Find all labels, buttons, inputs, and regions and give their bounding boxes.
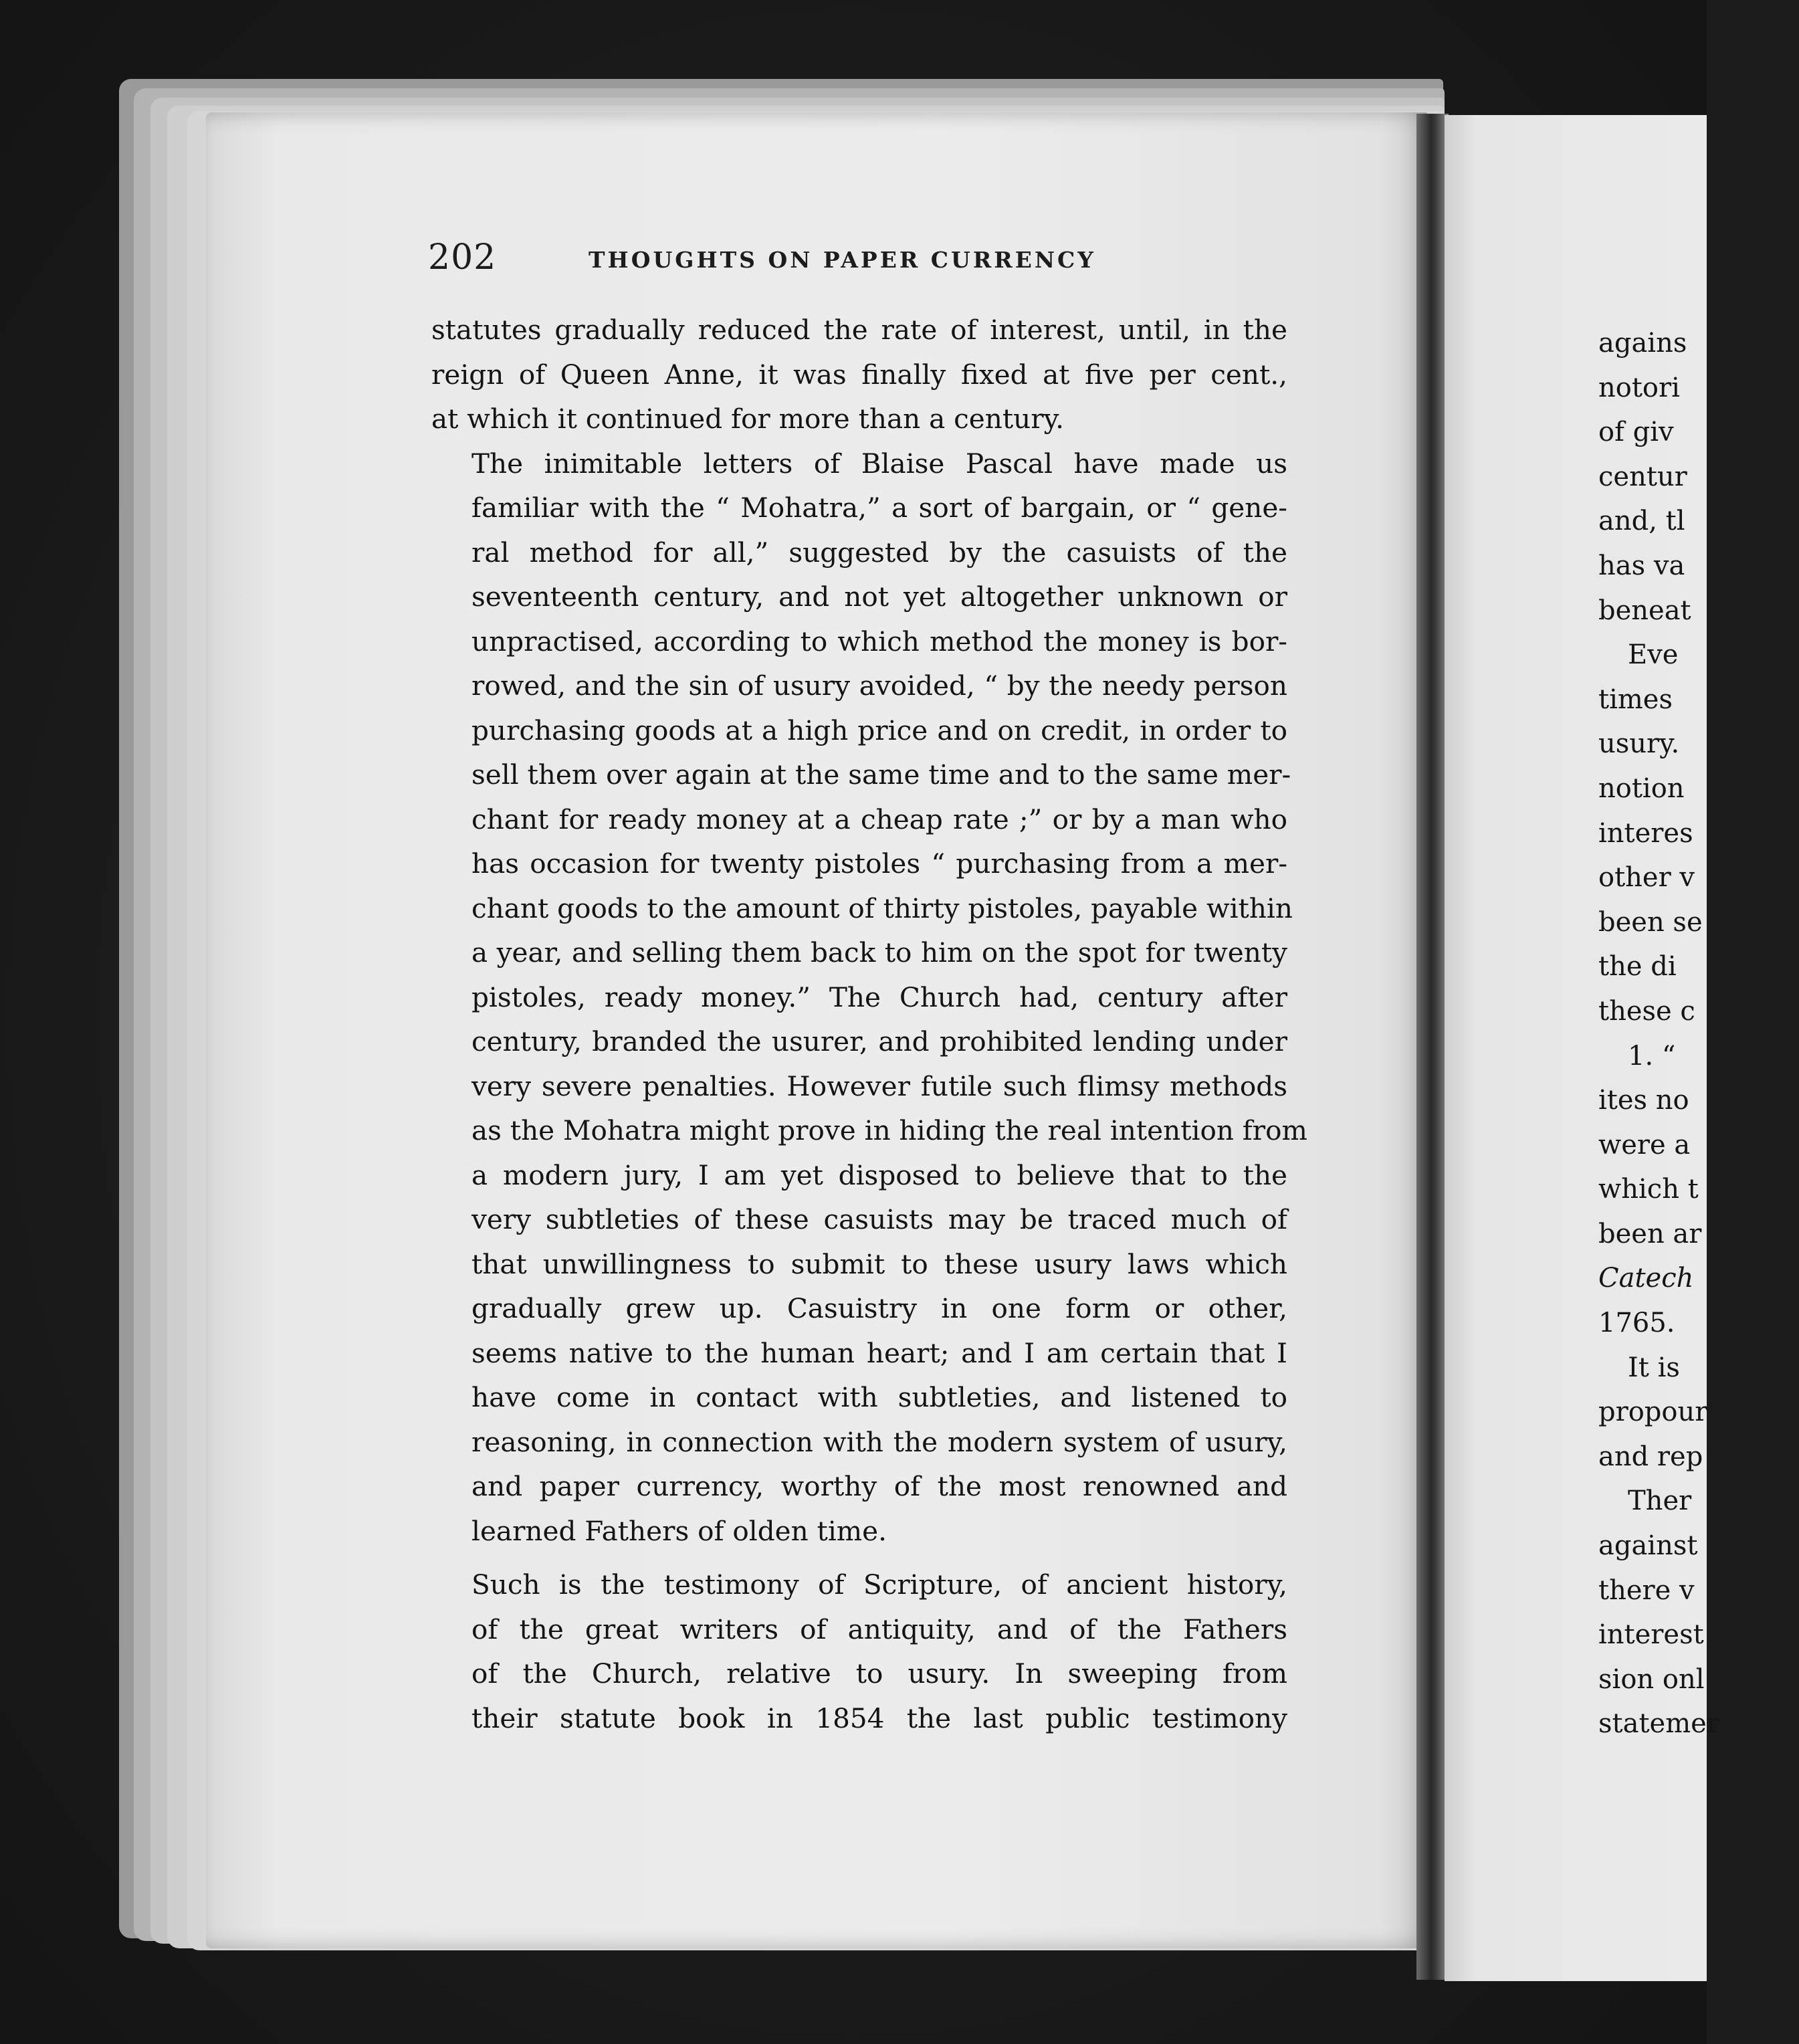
text-line: seventeenth century, and not yet altogether unknown or bbox=[471, 581, 1287, 613]
facing-page-text bbox=[1598, 321, 1799, 1746]
text-line: chant for ready money at a cheap rate ;” or by a man who bbox=[471, 803, 1287, 835]
facing-line: interes bbox=[1598, 817, 1693, 849]
text-line: has occasion for twenty pistoles “ purchasing from a mer- bbox=[471, 847, 1287, 880]
text-line: of the great writers of antiquity, and of the Fathers bbox=[471, 1613, 1287, 1645]
text-line: sell them over again at the same time and to the same mer- bbox=[471, 758, 1291, 791]
facing-line: times bbox=[1598, 684, 1673, 715]
facing-line: these c bbox=[1598, 995, 1695, 1027]
facing-line: has va bbox=[1598, 550, 1685, 581]
text-line: learned Fathers of olden time. bbox=[471, 1514, 887, 1547]
text-line: at which it continued for more than a century. bbox=[431, 403, 1064, 435]
text-line: as the Mohatra might prove in hiding the real intention from bbox=[471, 1114, 1307, 1146]
text-line: reign of Queen Anne, it was finally fixed at five per cent., bbox=[431, 358, 1287, 391]
text-line: have come in contact with subtleties, and listened to bbox=[471, 1381, 1287, 1413]
text-line: rowed, and the sin of usury avoided, “ by the needy person bbox=[471, 670, 1287, 702]
facing-line: Catech bbox=[1598, 1263, 1694, 1294]
text-line: unpractised, according to which method the money is bor- bbox=[471, 625, 1287, 657]
facing-line: 1. “ bbox=[1628, 1040, 1676, 1071]
page-number: 202 bbox=[428, 237, 497, 278]
facing-line: notori bbox=[1598, 372, 1680, 403]
text-line: their statute book in 1854 the last public testimony bbox=[471, 1702, 1287, 1734]
paragraph-2 bbox=[431, 441, 1307, 1554]
text-line: century, branded the usurer, and prohibited lending under bbox=[471, 1025, 1287, 1057]
text-line: familiar with the “ Mohatra,” a sort of bargain, or “ gene- bbox=[471, 492, 1287, 524]
text-line: Such is the testimony of Scripture, of ancient history, bbox=[471, 1568, 1287, 1601]
facing-line: which t bbox=[1598, 1174, 1699, 1205]
facing-line: agains bbox=[1598, 328, 1687, 359]
text-line: gradually grew up. Casuistry in one form or other, bbox=[471, 1292, 1287, 1324]
facing-line: there v bbox=[1598, 1574, 1695, 1606]
text-line: reasoning, in connection with the modern system of usury, bbox=[471, 1425, 1287, 1458]
facing-line: beneat bbox=[1598, 595, 1691, 626]
facing-line: sion onl bbox=[1598, 1663, 1705, 1695]
text-line: of the Church, relative to usury. In sweeping from bbox=[471, 1657, 1287, 1690]
text-line: seems native to the human heart; and I am certain that I bbox=[471, 1336, 1287, 1369]
text-line: chant goods to the amount of thirty pistoles, payable within bbox=[471, 892, 1293, 924]
text-line: purchasing goods at a high price and on credit, in order to bbox=[471, 714, 1287, 746]
facing-line: been se bbox=[1598, 906, 1703, 938]
facing-line: the di bbox=[1598, 951, 1677, 983]
text-line: pistoles, ready money.” The Church had, century after bbox=[471, 981, 1287, 1013]
text-line: a modern jury, I am yet disposed to believe that to the bbox=[471, 1158, 1287, 1191]
facing-line: and rep bbox=[1598, 1441, 1703, 1472]
text-line: ral method for all,” suggested by the casuists of the bbox=[471, 536, 1287, 569]
facing-line: were a bbox=[1598, 1129, 1691, 1160]
body-text bbox=[431, 308, 1307, 1740]
facing-line: Eve bbox=[1628, 639, 1679, 671]
facing-line: against bbox=[1598, 1530, 1698, 1562]
facing-line: interest bbox=[1598, 1619, 1704, 1651]
text-line: that unwillingness to submit to these usury laws which bbox=[471, 1247, 1287, 1280]
facing-line: ites no bbox=[1598, 1085, 1689, 1116]
text-line: a year, and selling them back to him on the spot for twenty bbox=[471, 936, 1287, 968]
facing-line: been ar bbox=[1598, 1218, 1702, 1249]
text-line: and paper currency, worthy of the most renowned and bbox=[471, 1470, 1287, 1502]
paragraph-1 bbox=[431, 308, 1287, 441]
facing-line: It is bbox=[1628, 1352, 1680, 1383]
facing-line: 1765. bbox=[1598, 1308, 1675, 1339]
text-line: very subtleties of these casuists may be traced much of bbox=[471, 1203, 1287, 1235]
running-head: THOUGHTS ON PAPER CURRENCY bbox=[589, 247, 1096, 273]
facing-line: and, tl bbox=[1598, 506, 1685, 537]
facing-line: notion bbox=[1598, 773, 1685, 804]
facing-line: statemer bbox=[1598, 1708, 1719, 1740]
facing-line: of giv bbox=[1598, 417, 1674, 448]
facing-line: propour bbox=[1598, 1397, 1708, 1428]
facing-line: other v bbox=[1598, 862, 1695, 894]
book-gutter bbox=[1416, 114, 1449, 1980]
facing-line: usury. bbox=[1598, 728, 1680, 760]
text-line: very severe penalties. However futile such flimsy methods bbox=[471, 1069, 1287, 1102]
facing-line: centur bbox=[1598, 461, 1687, 492]
text-line: statutes gradually reduced the rate of interest, until, in the bbox=[431, 314, 1287, 346]
facing-line: Ther bbox=[1628, 1486, 1692, 1517]
paragraph-3 bbox=[431, 1562, 1287, 1740]
page-header bbox=[428, 237, 1297, 291]
text-line: The inimitable letters of Blaise Pascal have made us bbox=[471, 447, 1287, 480]
